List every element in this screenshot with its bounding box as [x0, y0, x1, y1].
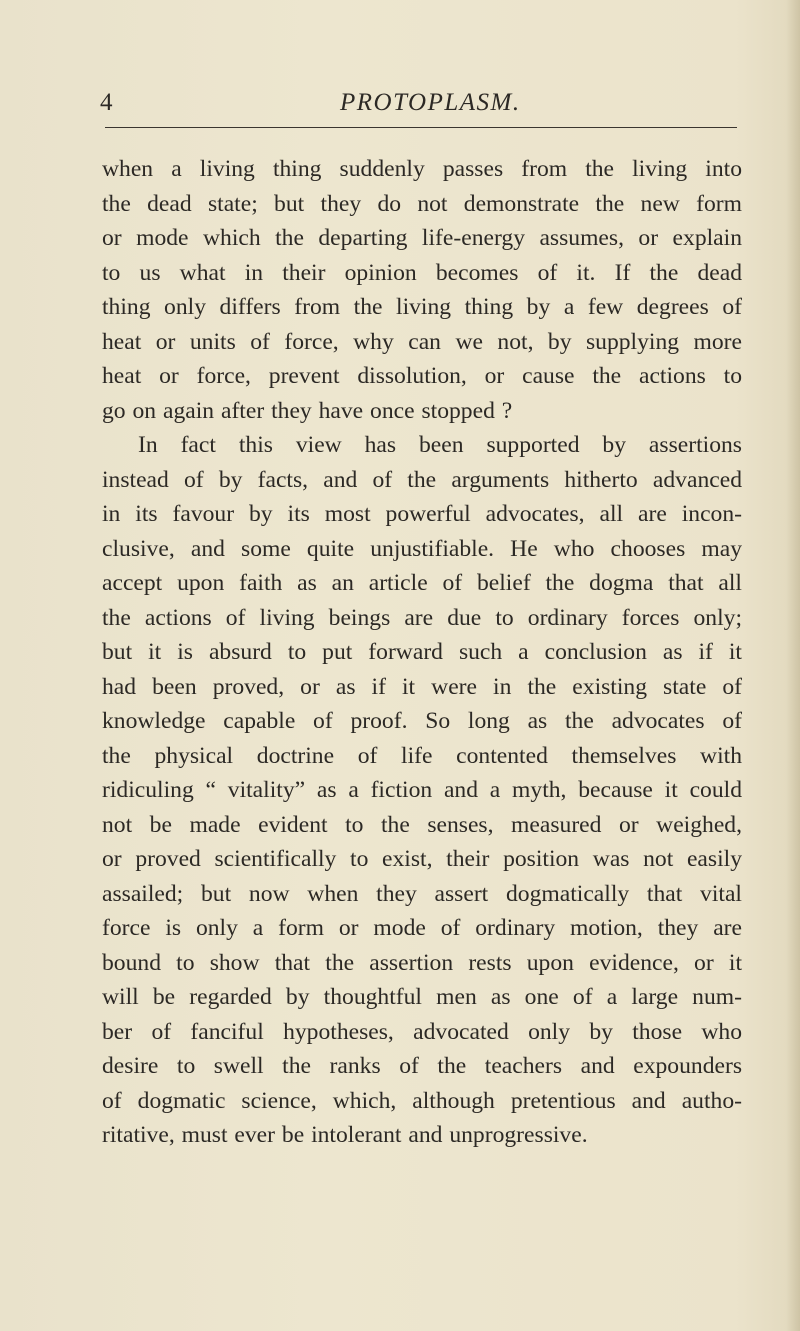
page-number: 4 [100, 89, 113, 116]
text-line: force is only a form or mode of ordinary motion, they are [102, 915, 742, 941]
text-line: go on again after they have once stopped ? [102, 397, 513, 424]
text-line: of dogmatic science, which, although pretentious and autho- [102, 1087, 742, 1114]
text-line: instead of by facts, and of the arguments hitherto advanced [102, 466, 742, 493]
text-line: bound to show that the assertion rests upon evidence, or it [102, 949, 742, 976]
page-edge-shadow [786, 0, 800, 1331]
text-line: but it is absurd to put forward such a conclusion as if it [102, 639, 742, 665]
text-line: ritative, must ever be intolerant and unprogressive. [102, 1122, 588, 1148]
text-line: or proved scientifically to exist, their position was not easily [102, 846, 742, 872]
body-text [102, 152, 742, 1153]
text-line: knowledge capable of proof. So long as the advocates of [102, 708, 742, 734]
text-line: or mode which the departing life-energy assumes, or explain [102, 225, 742, 251]
text-line: heat or force, prevent dissolution, or cause the actions to [102, 363, 742, 389]
text-line: thing only differs from the living thing by a few degrees of [102, 294, 742, 320]
paragraph-start-line: In fact this view has been supported by assertions [138, 432, 742, 458]
text-line: the dead state; but they do not demonstrate the new form [102, 190, 742, 217]
text-line: clusive, and some quite unjustifiable. He who chooses may [102, 535, 742, 562]
text-line: accept upon faith as an article of belief the dogma that all [102, 570, 742, 596]
text-line: when a living thing suddenly passes from the living into [102, 156, 742, 182]
running-title: PROTOPLASM. [340, 89, 521, 116]
header-rule [105, 127, 737, 128]
text-line: ridiculing “ vitality” as a fiction and a myth, because it could [102, 777, 742, 803]
page-header [100, 88, 740, 128]
text-line: to us what in their opinion becomes of it. If the dead [102, 259, 742, 286]
text-line: assailed; but now when they assert dogmatically that vital [102, 880, 742, 907]
text-line: the physical doctrine of life contented themselves with [102, 742, 742, 769]
text-line: desire to swell the ranks of the teachers and expounders [102, 1053, 742, 1079]
text-line: the actions of living beings are due to ordinary forces only; [102, 604, 742, 631]
text-line: will be regarded by thoughtful men as one of a large num- [102, 984, 742, 1010]
text-line: in its favour by its most powerful advocates, all are incon- [102, 501, 742, 527]
text-line: not be made evident to the senses, measured or weighed, [102, 811, 742, 838]
text-line: had been proved, or as if it were in the existing state of [102, 673, 742, 700]
text-line: heat or units of force, why can we not, by supplying more [102, 328, 742, 355]
text-line: ber of fanciful hypotheses, advocated only by those who [102, 1018, 742, 1045]
